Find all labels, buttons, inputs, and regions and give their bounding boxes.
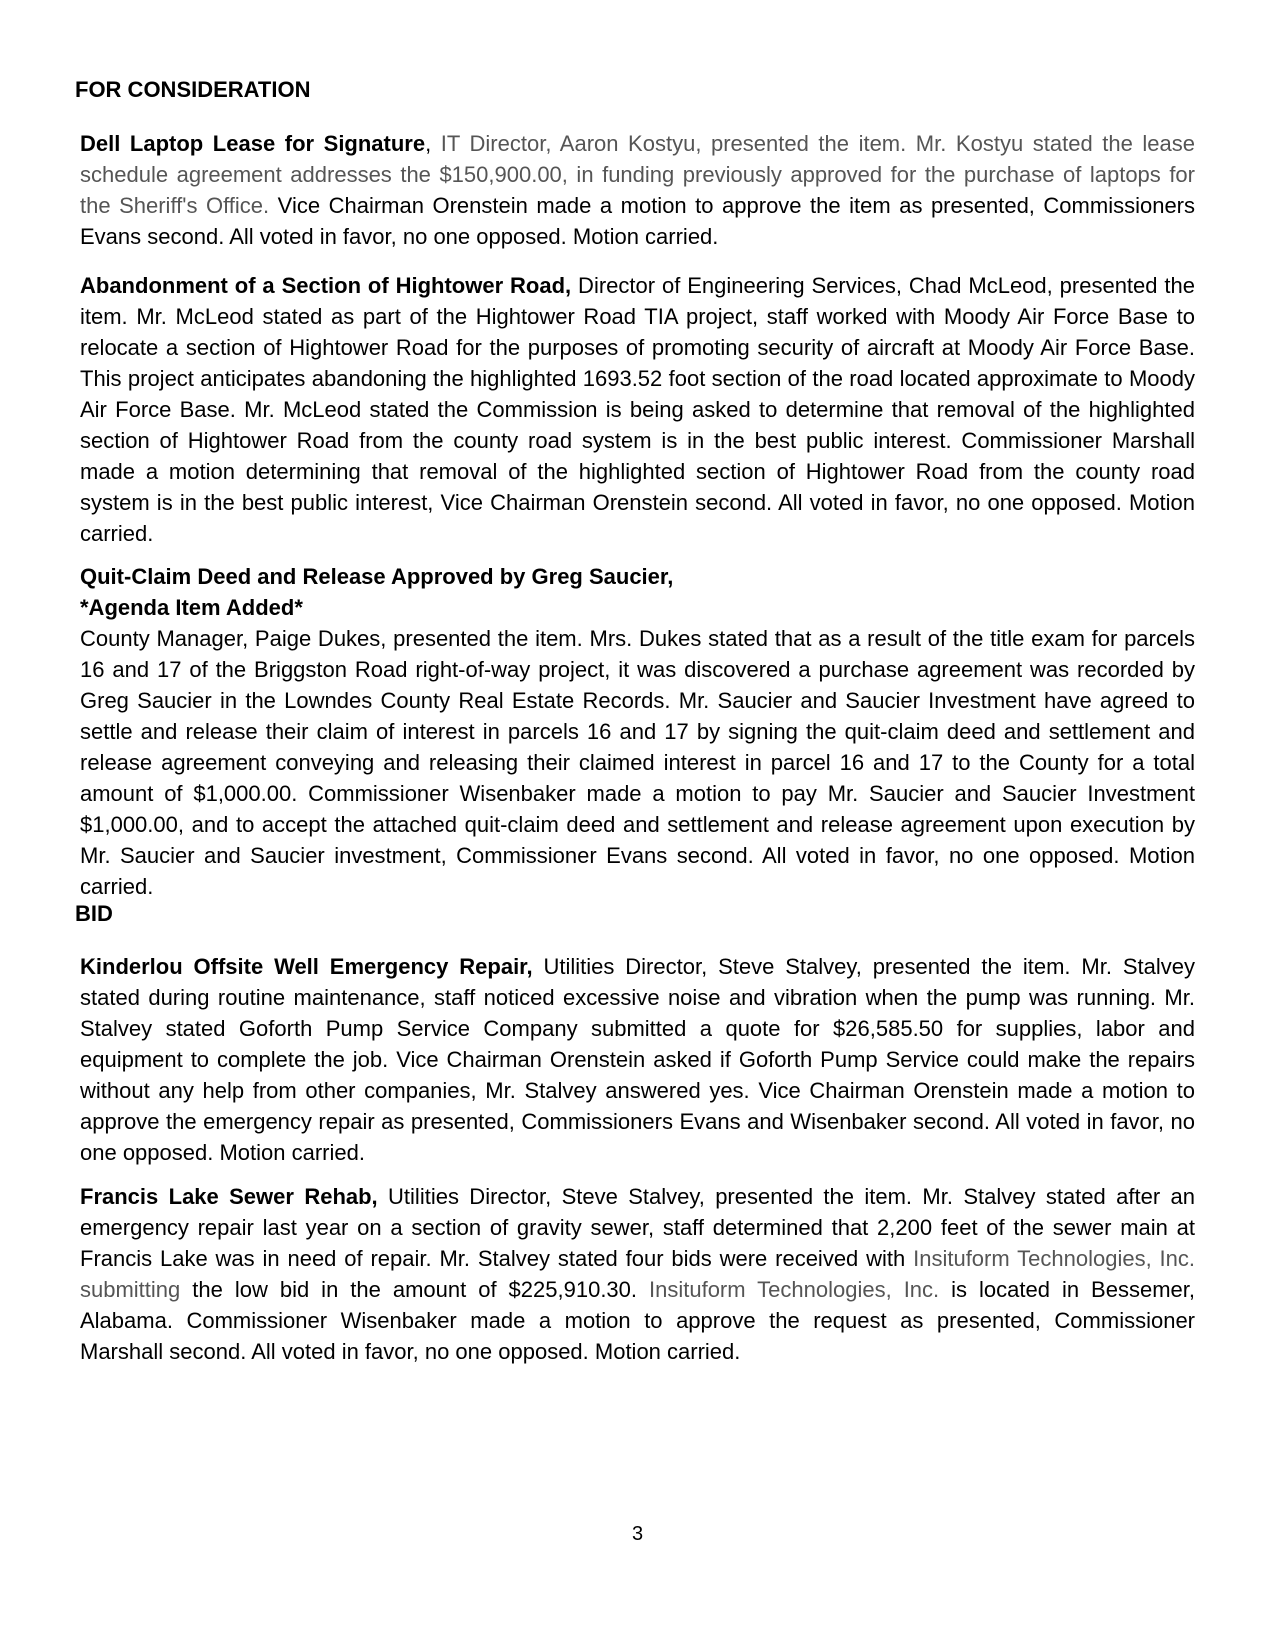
page-number: 3: [631, 1523, 644, 1545]
item-title-suffix: ,: [425, 131, 441, 156]
item-subtitle: *Agenda Item Added*: [80, 595, 303, 620]
item-title: Dell Laptop Lease for Signature: [80, 131, 426, 156]
item-dell-laptop-lease: [80, 128, 1195, 252]
item-francis-lake-sewer-rehab: [80, 1181, 1195, 1367]
item-gray-a: Insituform Technologies, Inc. submitting: [80, 1246, 1195, 1302]
item-body-a: Utilities Director, Steve Stalvey, presented the item. Mr. Stalvey stated after an emergency repair last year on a section of gravity sewer, staff determined that 2,200 feet of the sewer main at Francis Lake was in need of repair. Mr. Stalvey stated four bids were received with: [80, 1184, 1195, 1271]
item-body: Director of Engineering Services, Chad McLeod, presented the item. Mr. McLeod stated as part of the Hightower Road TIA project, staff worked with Moody Air Force Base to relocate a section of Hightower Road for the purposes of promoting security of aircraft at Moody Air Force Base. This project anticipates abandoning the highlighted 1693.52 foot section of the road located approximate to Moody Air Force Base. Mr. McLeod stated the Commission is being asked to determine that removal of the highlighted section of Hightower Road from the county road system is in the best public interest. Commissioner Marshall made a motion determining that removal of the highlighted section of Hightower Road from the county road system is in the best public interest, Vice Chairman Orenstein second. All voted in favor, no one opposed. Motion carried.: [80, 273, 1195, 546]
item-body: County Manager, Paige Dukes, presented the item. Mrs. Dukes stated that as a result of the title exam for parcels 16 and 17 of the Briggston Road right-of-way project, it was discovered a purchase agreement was recorded by Greg Saucier in the Lowndes County Real Estate Records. Mr. Saucier and Saucier Investment have agreed to settle and release their claim of interest in parcels 16 and 17 by signing the quit-claim deed and settlement and release agreement conveying and releasing their claimed interest in parcel 16 and 17 to the County for a total amount of $1,000.00. Commissioner Wisenbaker made a motion to pay Mr. Saucier and Saucier Investment $1,000.00, and to accept the attached quit-claim deed and settlement and release agreement upon execution by Mr. Saucier and Saucier investment, Commissioner Evans second. All voted in favor, no one opposed. Motion carried.: [80, 626, 1195, 899]
item-body: Utilities Director, Steve Stalvey, presented the item. Mr. Stalvey stated during routine maintenance, staff noticed excessive noise and vibration when the pump was running. Mr. Stalvey stated Goforth Pump Service Company submitted a quote for $26,585.50 for supplies, labor and equipment to complete the job. Vice Chairman Orenstein asked if Goforth Pump Service could make the repairs without any help from other companies, Mr. Stalvey answered yes. Vice Chairman Orenstein made a motion to approve the emergency repair as presented, Commissioners Evans and Wisenbaker second. All voted in favor, no one opposed. Motion carried.: [80, 954, 1195, 1165]
item-body-c: is located in Bessemer, Alabama. Commissioner Wisenbaker made a motion to approve the request as presented, Commissioner Marshall second. All voted in favor, no one opposed. Motion carried.: [80, 1277, 1195, 1364]
item-body-b: the low bid in the amount of $225,910.30.: [180, 1277, 649, 1302]
item-hightower-road-abandonment: [80, 270, 1195, 549]
item-body: Vice Chairman Orenstein made a motion to approve the item as presented, Commissioners Evans second. All voted in favor, no one opposed. Motion carried.: [80, 193, 1196, 249]
item-title: Kinderlou Offsite Well Emergency Repair,: [80, 954, 533, 979]
item-title: Francis Lake Sewer Rehab,: [80, 1184, 378, 1209]
section-heading-bid: BID: [75, 901, 113, 926]
item-title: Abandonment of a Section of Hightower Road,: [80, 273, 572, 298]
item-gray-b: Insituform Technologies, Inc.: [649, 1277, 940, 1302]
item-title: Quit-Claim Deed and Release Approved by Greg Saucier,: [80, 564, 674, 589]
section-heading-for-consideration: FOR CONSIDERATION: [75, 77, 311, 102]
item-gray-text: IT Director, Aaron Kostyu, presented the item. Mr. Kostyu stated the lease schedule agreement addresses the $150,900.00, in funding previously approved for the purchase of laptops for the Sheriff's Office.: [80, 131, 1195, 218]
item-quit-claim-deed: [80, 561, 1195, 902]
item-kinderlou-well-repair: [80, 951, 1195, 1168]
